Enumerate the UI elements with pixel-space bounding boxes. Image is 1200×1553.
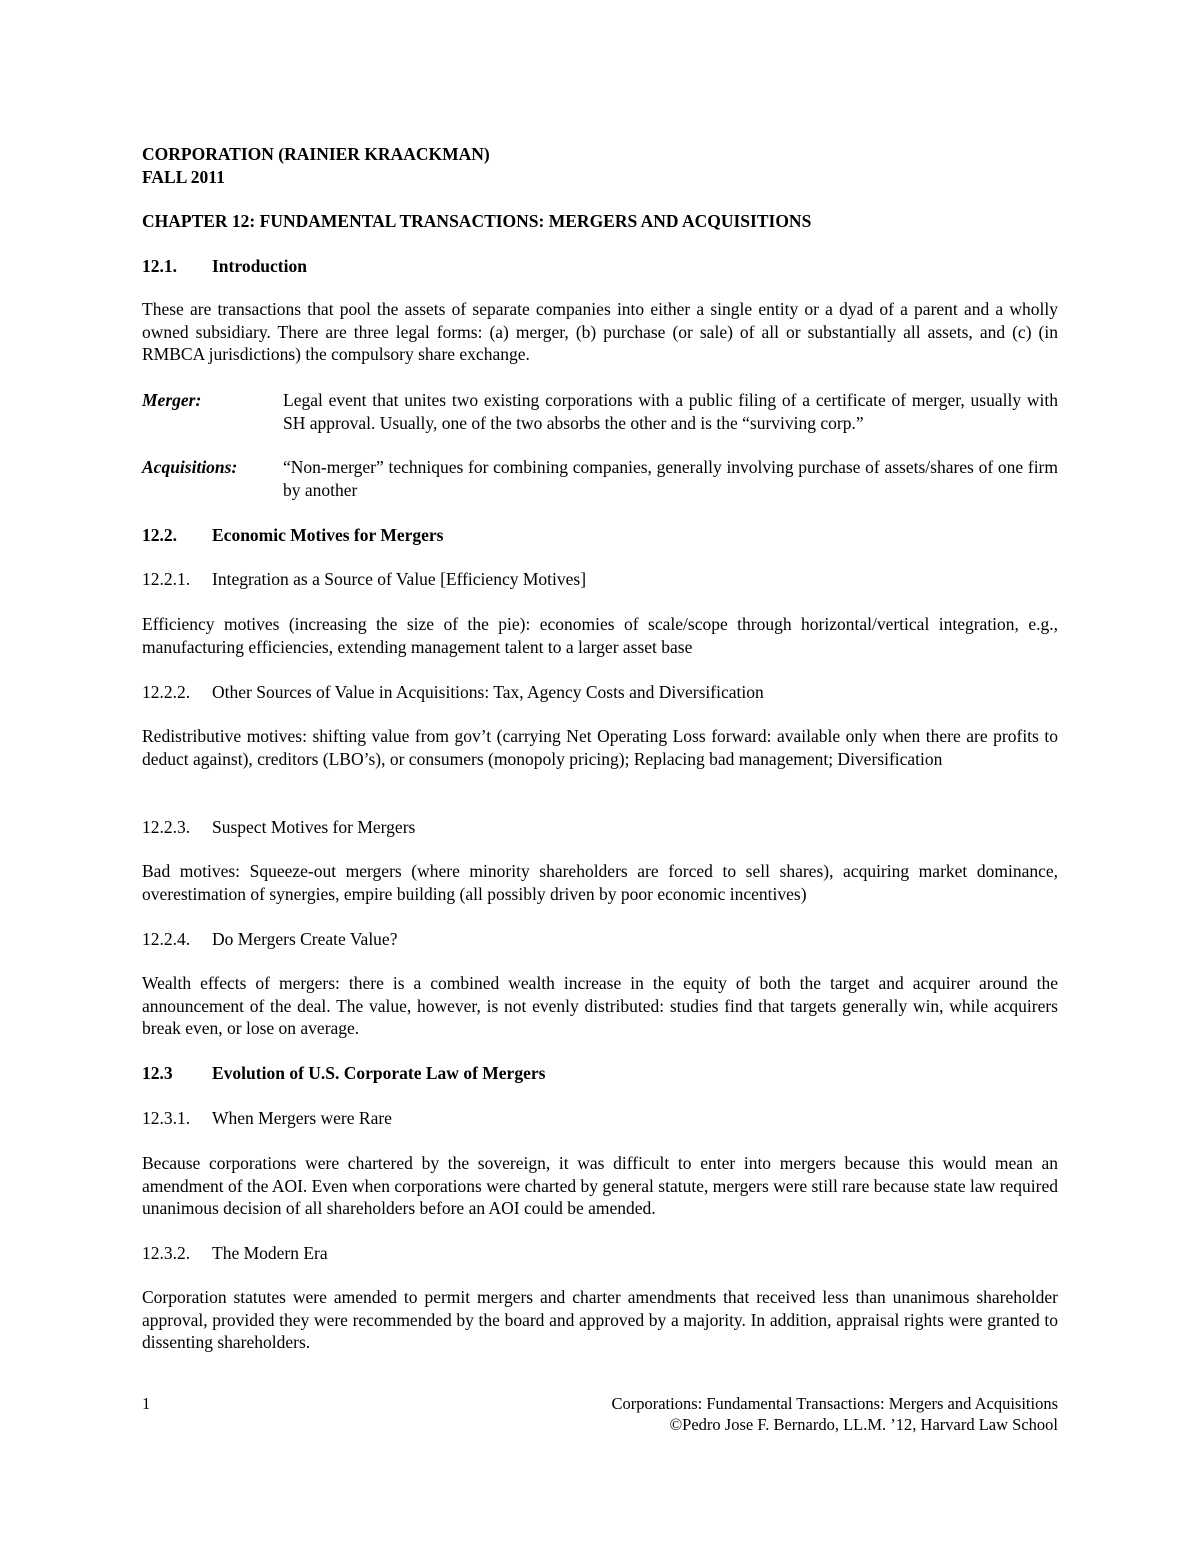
wealth-effects-paragraph: Wealth effects of mergers: there is a combined wealth increase in the equity of both the target and acquirer around the announcement of the deal. The value, however, is not evenly distributed: studies find that targets generally win, while acquirers break even, or lose on average. xyxy=(142,973,1058,1038)
subsection-number: 12.2.1. xyxy=(142,569,191,589)
subsection-heading-12-3-2 xyxy=(142,1242,1058,1264)
subsection-title: When Mergers were Rare xyxy=(212,1108,392,1128)
subsection-number: 12.2.4. xyxy=(142,929,191,949)
section-heading-12-2 xyxy=(142,524,1058,546)
efficiency-paragraph: Efficiency motives (increasing the size of the pie): economies of scale/scope through horizontal/vertical integration, e.g., manufacturing efficiencies, extending management talent to a larger asset base xyxy=(142,614,1058,657)
subsection-number: 12.2.3. xyxy=(142,817,191,837)
modern-era-paragraph: Corporation statutes were amended to permit mergers and charter amendments that received less than unanimous shareholder approval, provided they were recommended by the board and approved by a majority. In addition, appraisal rights were granted to dissenting shareholders. xyxy=(142,1287,1058,1352)
page-number: 1 xyxy=(142,1394,151,1413)
section-title: Evolution of U.S. Corporate Law of Mergers xyxy=(212,1063,546,1083)
section-title: Introduction xyxy=(212,256,307,276)
chapter-title: CHAPTER 12: FUNDAMENTAL TRANSACTIONS: MERGERS AND ACQUISITIONS xyxy=(142,211,812,231)
definition-term: Acquisitions: xyxy=(142,457,238,477)
intro-paragraph: These are transactions that pool the assets of separate companies into either a single entity or a dyad of a parent and a wholly owned subsidiary. There are three legal forms: (a) merger, (b) purchase (or sale) of all or substantially all assets, and (c) (in RMBCA jurisdictions) the compulsory share exchange. xyxy=(142,299,1058,364)
definition-description: Legal event that unites two existing corporations with a public filing of a certificate of merger, usually with SH approval. Usually, one of the two absorbs the other and is the “surviving corp.” xyxy=(283,390,1058,433)
subsection-heading-12-2-2 xyxy=(142,681,1058,703)
footer-copyright: ©Pedro Jose F. Bernardo, LL.M. ’12, Harvard Law School xyxy=(669,1415,1058,1434)
footer-credits xyxy=(611,1393,1058,1435)
term-label: FALL 2011 xyxy=(142,167,225,187)
section-heading-12-1 xyxy=(142,255,1058,277)
definition-acquisitions xyxy=(142,456,1058,501)
document-page xyxy=(142,0,1058,1553)
rare-mergers-paragraph: Because corporations were chartered by the sovereign, it was difficult to enter into mergers because this would mean an amendment of the AOI. Even when corporations were charted by general statute, mergers were still rare because state law required unanimous decision of all shareholders before an AOI could be amended. xyxy=(142,1153,1058,1218)
redistributive-paragraph: Redistributive motives: shifting value from gov’t (carrying Net Operating Loss forward: available only when there are profits to deduct against), creditors (LBO’s), or consumers (monopoly pricing); Replacing bad management; Diversification xyxy=(142,726,1058,769)
subsection-heading-12-2-3 xyxy=(142,816,1058,838)
subsection-title: Suspect Motives for Mergers xyxy=(212,817,416,837)
subsection-number: 12.2.2. xyxy=(142,682,191,702)
subsection-heading-12-2-1 xyxy=(142,568,1058,590)
section-number: 12.1. xyxy=(142,256,177,276)
section-heading-12-3 xyxy=(142,1062,1058,1084)
subsection-heading-12-3-1 xyxy=(142,1107,1058,1129)
course-title: CORPORATION (RAINIER KRAACKMAN) xyxy=(142,144,490,164)
subsection-number: 12.3.1. xyxy=(142,1108,191,1128)
definition-description: “Non-merger” techniques for combining companies, generally involving purchase of assets/shares of one firm by another xyxy=(283,457,1058,500)
subsection-heading-12-2-4 xyxy=(142,928,1058,950)
subsection-number: 12.3.2. xyxy=(142,1243,191,1263)
definition-merger xyxy=(142,389,1058,434)
subsection-title: Other Sources of Value in Acquisitions: Tax, Agency Costs and Diversification xyxy=(212,682,764,702)
footer-document-title: Corporations: Fundamental Transactions: Mergers and Acquisitions xyxy=(611,1394,1058,1413)
section-title: Economic Motives for Mergers xyxy=(212,525,444,545)
section-number: 12.2. xyxy=(142,525,177,545)
section-number: 12.3 xyxy=(142,1063,173,1083)
definition-term: Merger: xyxy=(142,390,202,410)
subsection-title: Do Mergers Create Value? xyxy=(212,929,398,949)
subsection-title: Integration as a Source of Value [Efficiency Motives] xyxy=(212,569,587,589)
bad-motives-paragraph: Bad motives: Squeeze-out mergers (where minority shareholders are forced to sell shares), acquiring market dominance, overestimation of synergies, empire building (all possibly driven by poor economic incentives) xyxy=(142,861,1058,904)
subsection-title: The Modern Era xyxy=(212,1243,328,1263)
